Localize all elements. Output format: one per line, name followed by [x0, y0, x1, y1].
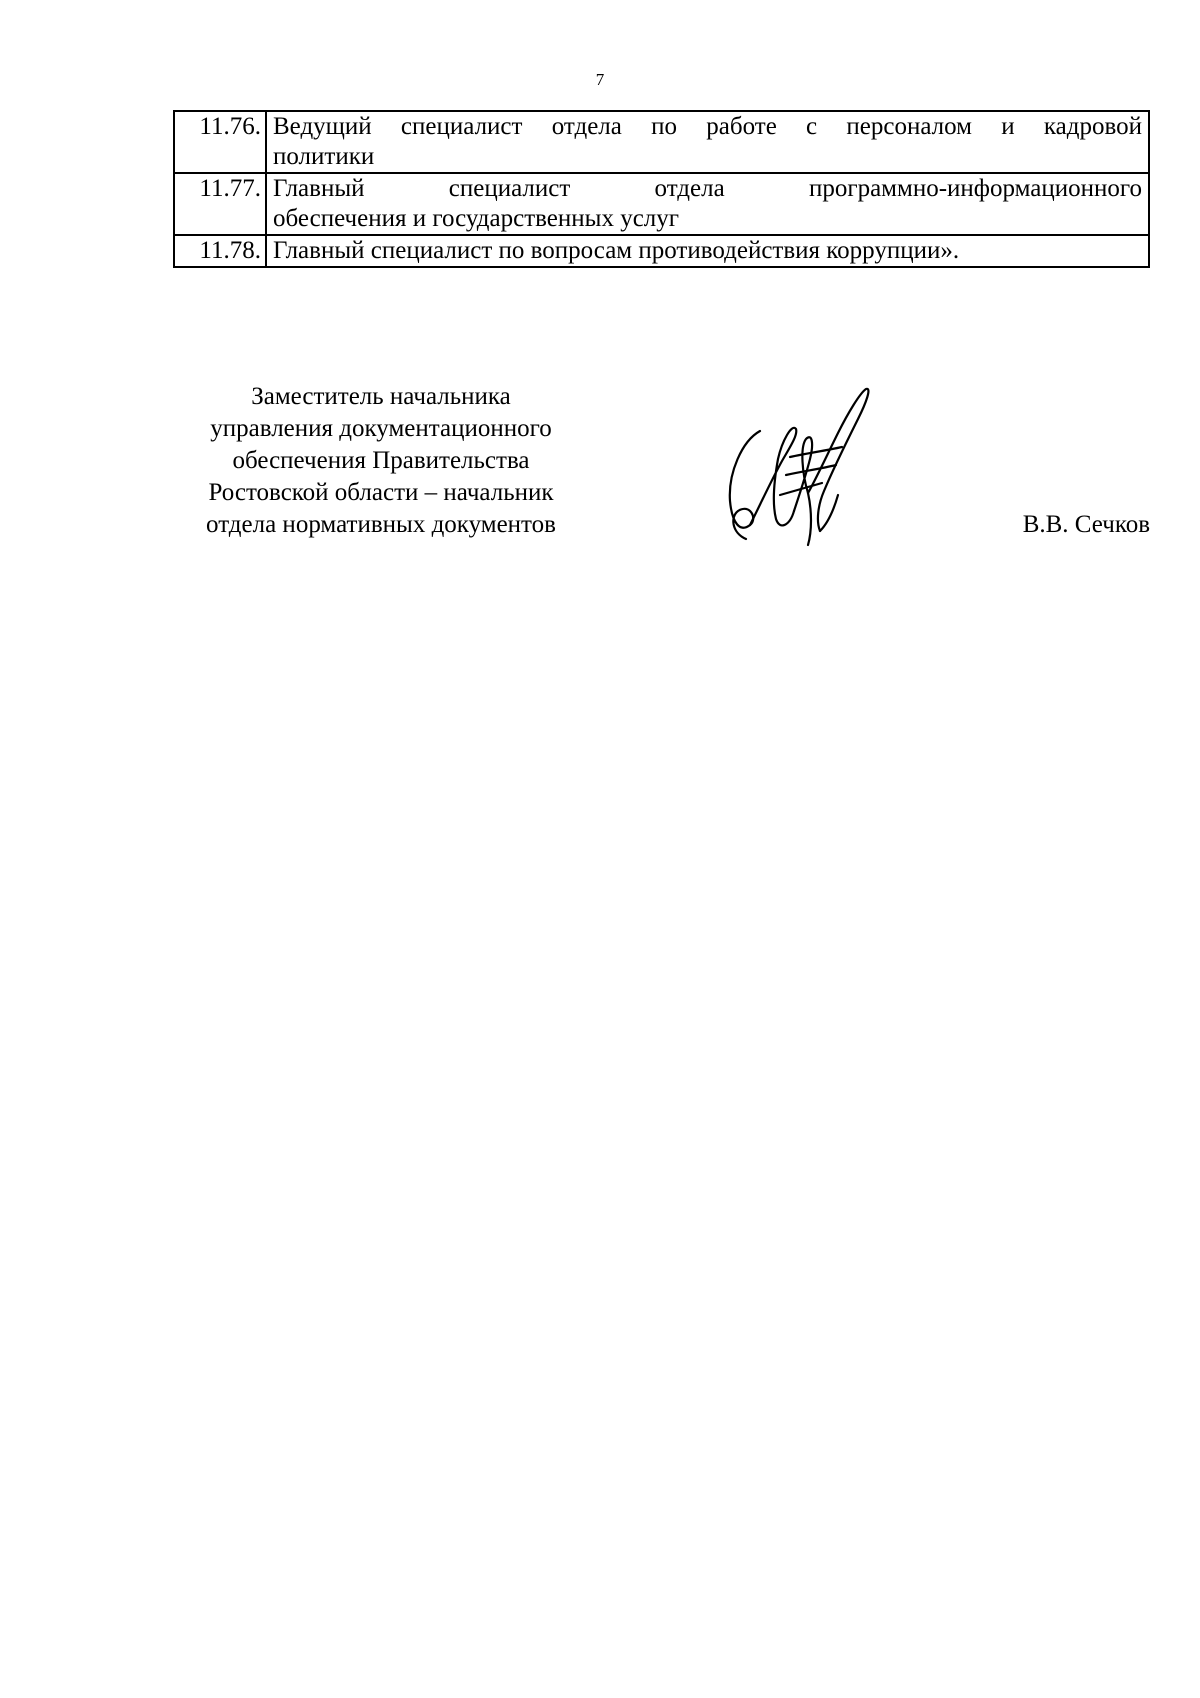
row-title-line: обеспечения и государственных услуг — [273, 205, 680, 232]
row-title-line: Главный специалист по вопросам противодействия коррупции». — [273, 237, 960, 264]
row-title-line: Главный специалист отдела программно-информационного — [273, 175, 1142, 202]
row-title-line: Ведущий специалист отдела по работе с персоналом и кадровой — [273, 113, 1142, 140]
handwritten-signature — [720, 383, 880, 553]
signer-title-line: Заместитель начальника — [251, 383, 511, 410]
row-position-title — [266, 111, 1149, 173]
row-number: 11.76. — [174, 111, 266, 173]
row-position-title — [266, 235, 1149, 267]
signer-title-line: отдела нормативных документов — [206, 511, 556, 538]
page-number: 7 — [595, 70, 605, 89]
row-title-line: политики — [273, 143, 375, 170]
signer-title-line: обеспечения Правительства — [232, 447, 530, 474]
signer-title-line: Ростовской области – начальник — [208, 479, 554, 506]
signer-title — [175, 381, 587, 541]
table-row — [174, 111, 1149, 173]
row-number: 11.77. — [174, 173, 266, 235]
signer-name: В.В. Сечков — [1022, 511, 1150, 538]
row-position-title — [266, 173, 1149, 235]
row-number: 11.78. — [174, 235, 266, 267]
signer-title-line: управления документационного — [210, 415, 552, 442]
table-row — [174, 173, 1149, 235]
positions-table — [173, 110, 1150, 268]
table-row — [174, 235, 1149, 267]
